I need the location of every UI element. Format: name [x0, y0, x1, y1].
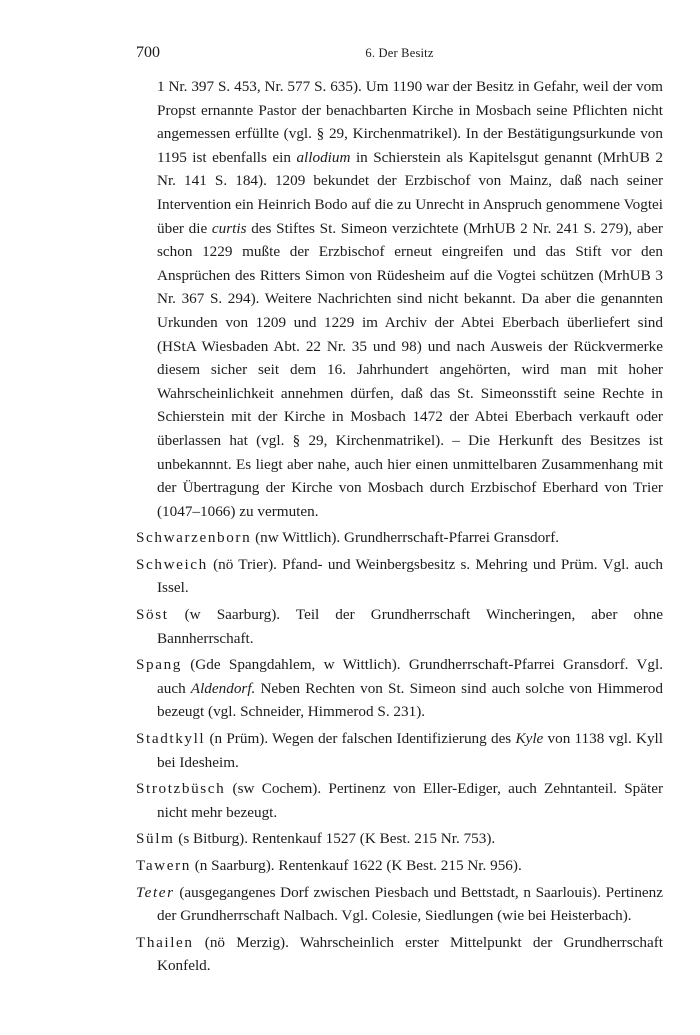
entry-place-name: Spang	[136, 656, 182, 674]
italic-term-allodium: allodium	[296, 148, 351, 166]
entry-text: (w Saarburg). Teil der Grundherrschaft Wincheringen, aber ohne Bannherrschaft.	[157, 606, 663, 647]
entry-schweich	[136, 553, 663, 600]
page-number: 700	[136, 44, 160, 61]
italic-term-curtis: curtis	[211, 219, 247, 237]
page-header	[136, 44, 663, 68]
entry-text: (sw Cochem). Pertinenz von Eller-Ediger, auch Zehntanteil. Später nicht mehr bezeugt.	[157, 780, 663, 821]
entry-strotzbuesch	[136, 777, 663, 824]
entry-text: (n Prüm). Wegen der falschen Identifizierung des	[205, 730, 516, 748]
running-title: 6. Der Besitz	[365, 46, 434, 60]
entry-text: (nö Trier). Pfand- und Weinbergsbesitz s. Mehring und Prüm. Vgl. auch Issel.	[157, 555, 663, 597]
entry-teter	[136, 881, 663, 928]
entry-text: Neben Rechten von St. Simeon sind auch solche von Himmerod bezeugt (vgl. Schneider, Himmerod S. 231).	[157, 679, 663, 721]
entry-place-name: Schweich	[136, 555, 208, 573]
continuation-paragraph	[157, 75, 663, 523]
entry-place-name: Tawern	[136, 857, 191, 874]
page-body	[136, 75, 663, 978]
entry-place-name: Thailen	[136, 933, 194, 951]
entry-place-name: Stadtkyll	[136, 730, 206, 748]
entry-place-name: Söst	[136, 606, 169, 624]
entry-italic-reference: Kyle	[515, 730, 544, 748]
entry-italic-reference: Aldendorf.	[190, 679, 256, 697]
entry-text: (nö Merzig). Wahrscheinlich erster Mittelpunkt der Grundherrschaft Konfeld.	[157, 933, 663, 975]
entry-text: von 1138 vgl. Kyll bei Idesheim.	[157, 730, 663, 771]
entry-thailen	[136, 931, 663, 978]
entry-spang	[136, 653, 663, 724]
entry-text: (ausgegangenes Dorf zwischen Piesbach und Bettstadt, n Saarlouis). Pertinenz der Grundherrschaft Nalbach. Vgl. Colesie, Siedlungen (wie bei Heisterbach).	[157, 883, 663, 925]
entry-text: (nw Wittlich). Grundherrschaft-Pfarrei Gransdorf.	[251, 529, 560, 547]
continuation-text: in Schierstein als Kapitelsgut genannt (MrhUB 2 Nr. 141 S. 184). 1209 bekundet der Erzbischof von Mainz, daß nach seiner Intervention ein Heinrich Bodo auf die zu Unrecht in Anspruch genommene Vogtei über die	[157, 148, 663, 237]
entry-tawern	[136, 854, 663, 878]
entry-schwarzenborn	[136, 526, 663, 550]
entry-text: (n Saarburg). Rentenkauf 1622 (K Best. 215 Nr. 956).	[190, 857, 522, 874]
entry-place-name: Teter	[136, 883, 175, 901]
entry-place-name: Schwarzenborn	[136, 529, 252, 547]
entry-text: (s Bitburg). Rentenkauf 1527 (K Best. 215 Nr. 753).	[174, 830, 496, 848]
entry-suelm	[136, 827, 663, 851]
entry-place-name: Strotzbüsch	[136, 780, 226, 798]
entry-stadtkyll	[136, 727, 663, 774]
continuation-text: des Stiftes St. Simeon verzichtete (MrhUB 2 Nr. 241 S. 279), aber schon 1229 mußte der Erzbischof erneut eingreifen und das Stift vor den Ansprüchen des Ritters Simon von Rüdesheim auf die Vogtei schützen (MrhUB 3 Nr. 367 S. 294). Weitere Nachrichten sind nicht bekannt. Da aber die genannten Urkunden von 1209 und 1229 im Archiv der Abtei Eberbach überliefert sind (HStA Wiesbaden Abt. 22 Nr. 35 und 98) und nach Ausweis der Rückvermerke diesem sicher seit dem 16. Jahrhundert angehörten, wird man mit hoher Wahrscheinlichkeit annehmen dürfen, daß das St. Simeonsstift seine Rechte in Schierstein mit der Kirche in Mosbach 1472 der Abtei Eberbach verkauft oder überlassen hat (vgl. § 29, Kirchenmatrikel). – Die Herkunft des Besitzes ist unbekannnt. Es liegt aber nahe, auch hier einen unmittelbaren Zusammenhang mit der Übertragung der Kirche von Mosbach durch Erzbischof Eberhard von Trier (1047–1066) zu vermuten.	[157, 219, 663, 520]
entry-soest	[136, 603, 663, 650]
entry-text: (Gde Spangdahlem, w Wittlich). Grundherrschaft-Pfarrei Gransdorf. Vgl. auch	[157, 656, 663, 697]
continuation-text: 1 Nr. 397 S. 453, Nr. 577 S. 635). Um 1190 war der Besitz in Gefahr, weil der vom Propst ernannte Pastor der benachbarten Kirche in Mosbach seine Pflichten nicht angemessen erfüllte (vgl. § 29, Kirchenmatrikel). In der Bestätigungsurkunde von 1195 ist ebenfalls ein	[157, 78, 663, 166]
entry-place-name: Sülm	[136, 830, 175, 848]
